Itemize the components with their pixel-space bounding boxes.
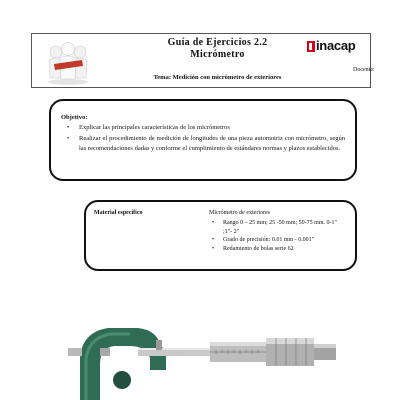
materials-box bbox=[84, 200, 357, 271]
objective-item: • Realizar el procedimiento de medición de longitudes de una pieza automotriz con micrómetro, según las recomendaciones dadas y conforme el cumplimiento de estándares normas y plazos establecidos. bbox=[61, 134, 345, 155]
document-title: Guía de Ejercicios 2.2 bbox=[167, 37, 268, 48]
materials-item: • Redamiento de bolas serie 62 bbox=[209, 245, 347, 254]
objective-list bbox=[61, 123, 345, 155]
header-illustration-cell bbox=[32, 34, 105, 89]
tema-text: Tema: Medición con micrómetro de exteriores bbox=[153, 74, 282, 81]
docente-label: Docente: bbox=[353, 67, 375, 73]
materials-item: • Grado de precisión: 0.01 mm - 0.001" bbox=[209, 236, 347, 245]
inacap-logo-text: inacap bbox=[316, 38, 356, 53]
title-cell bbox=[105, 34, 330, 63]
micrometer-photo bbox=[60, 318, 340, 400]
inacap-logo-icon bbox=[307, 41, 315, 52]
materials-item: • Rango 0 – 25 mm; 25 -50 mm; 50-75 mm. 0-1" ;1"- 2" bbox=[209, 219, 347, 236]
document-subtitle: Micrómetro bbox=[190, 49, 245, 60]
docente-cell bbox=[330, 63, 375, 89]
tema-cell bbox=[105, 63, 330, 89]
objective-title: Objetivo: bbox=[61, 114, 88, 121]
objective-item: • Explicar las principales características de los micrómetros bbox=[61, 123, 345, 134]
materials-title: Micrómetro de exteriores bbox=[209, 210, 270, 216]
objective-box bbox=[49, 99, 357, 181]
people-group-icon bbox=[32, 34, 105, 89]
materials-label: Material específico bbox=[94, 210, 143, 216]
materials-list bbox=[209, 219, 347, 253]
